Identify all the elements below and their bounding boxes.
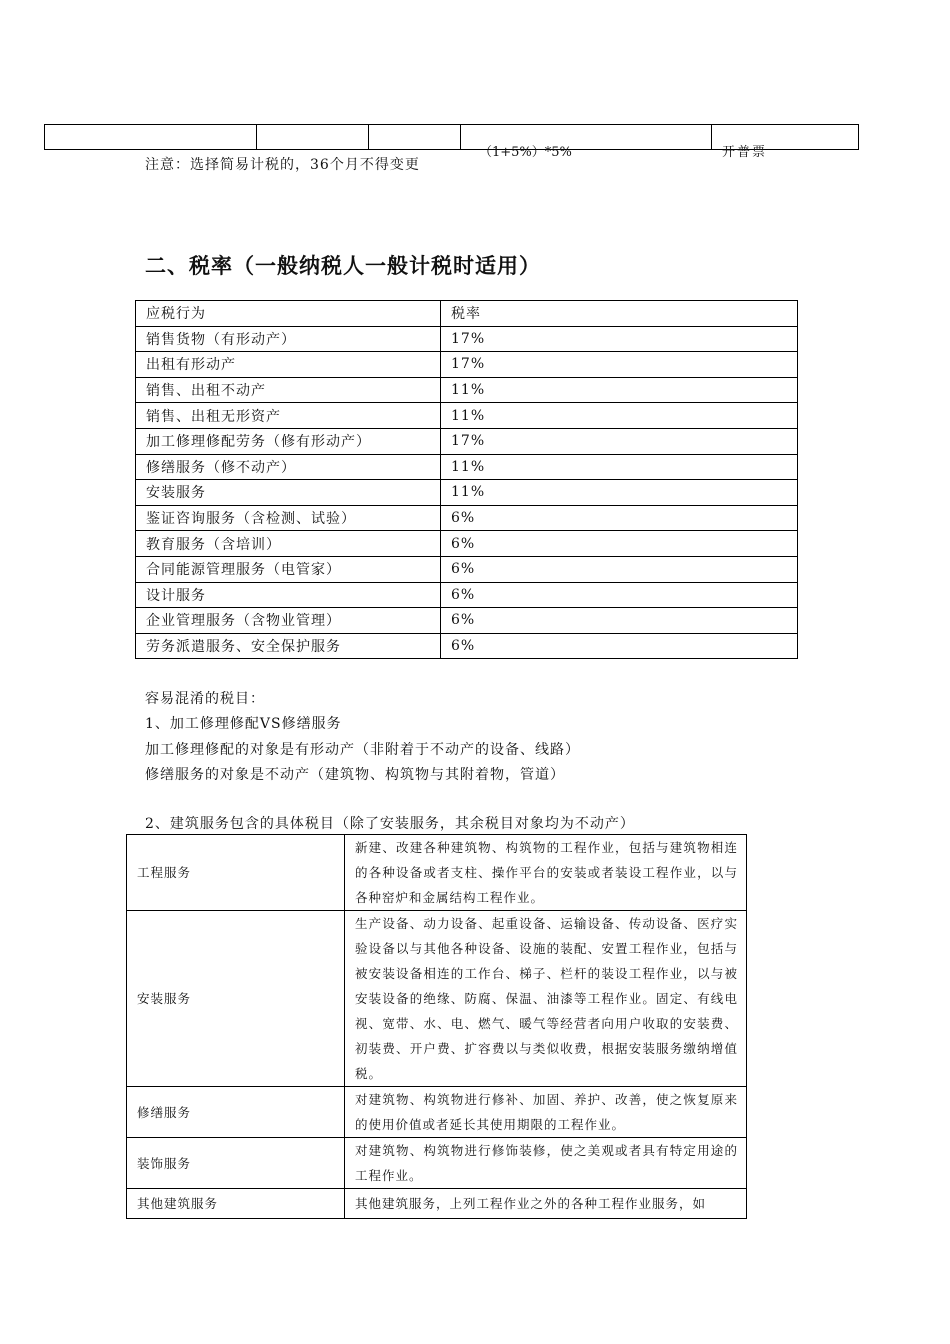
table-row <box>136 531 798 557</box>
section-heading: 二、税率（一般纳税人一般计税时适用） <box>145 254 541 278</box>
tax-rate-table <box>135 300 798 659</box>
table-row <box>136 582 798 608</box>
table-row <box>136 326 798 352</box>
invoice-text: 开普票 <box>722 145 768 160</box>
header-cell-behavior: 应税行为 <box>136 301 441 327</box>
service-name: 修缮服务 <box>127 1087 345 1138</box>
row-rate: 6% <box>441 608 798 634</box>
row-item: 销售、出租无形资产 <box>136 403 441 429</box>
construction-services-table <box>126 834 747 1219</box>
row-item: 安装服务 <box>136 480 441 506</box>
note-text: 注意：选择简易计税的，36个月不得变更 <box>145 157 420 173</box>
confusing-item-1: 1、加工修理修配VS修缮服务 <box>145 716 342 732</box>
row-item: 修缮服务（修不动产） <box>136 454 441 480</box>
row-item: 销售货物（有形动产） <box>136 326 441 352</box>
row-item: 销售、出租不动产 <box>136 377 441 403</box>
row-item: 加工修理修配劳务（修有形动产） <box>136 428 441 454</box>
table-row <box>136 633 798 659</box>
formula-text: （1+5%）*5% <box>479 145 572 160</box>
row-rate: 17% <box>441 352 798 378</box>
row-rate: 6% <box>441 505 798 531</box>
row-item: 企业管理服务（含物业管理） <box>136 608 441 634</box>
confusing-line-2: 修缮服务的对象是不动产（建筑物、构筑物与其附着物，管道） <box>145 767 565 783</box>
table-header-row <box>136 301 798 327</box>
row-rate: 11% <box>441 454 798 480</box>
table-cell <box>369 125 461 150</box>
table-row <box>136 505 798 531</box>
table-cell <box>257 125 369 150</box>
table-row <box>136 377 798 403</box>
row-rate: 6% <box>441 582 798 608</box>
row-rate: 17% <box>441 326 798 352</box>
table-cell <box>45 125 257 150</box>
row-rate: 11% <box>441 480 798 506</box>
table-row <box>127 1138 747 1189</box>
table-row <box>127 835 747 911</box>
row-item: 出租有形动产 <box>136 352 441 378</box>
table-row <box>136 608 798 634</box>
table-row <box>136 352 798 378</box>
service-desc: 生产设备、动力设备、起重设备、运输设备、传动设备、医疗实验设备以与其他各种设备、设施的装配、安置工程作业，包括与被安装设备相连的工作台、梯子、栏杆的装设工程作业，以与被安装设备的绝缘、防腐、保温、油漆等工程作业。固定、有线电视、宽带、水、电、燃气、暖气等经营者向用户收取的安装费、初装费、开户费、扩容费以与类似收费，根据安装服务缴纳增值税。 <box>345 911 747 1087</box>
service-name: 装饰服务 <box>127 1138 345 1189</box>
row-rate: 11% <box>441 403 798 429</box>
table-row <box>136 480 798 506</box>
row-rate: 11% <box>441 377 798 403</box>
row-item: 劳务派遣服务、安全保护服务 <box>136 633 441 659</box>
table-row <box>136 428 798 454</box>
row-item: 设计服务 <box>136 582 441 608</box>
service-desc: 对建筑物、构筑物进行修补、加固、养护、改善，使之恢复原来的使用价值或者延长其使用期限的工程作业。 <box>345 1087 747 1138</box>
table-row <box>127 911 747 1087</box>
top-table-fragment <box>44 124 859 160</box>
row-item: 合同能源管理服务（电管家） <box>136 556 441 582</box>
service-desc: 其他建筑服务，上列工程作业之外的各种工程作业服务，如 <box>345 1189 747 1219</box>
service-name: 其他建筑服务 <box>127 1189 345 1219</box>
confusing-line-1: 加工修理修配的对象是有形动产（非附着于不动产的设备、线路） <box>145 742 580 758</box>
row-rate: 6% <box>441 531 798 557</box>
service-desc: 对建筑物、构筑物进行修饰装修，使之美观或者具有特定用途的工程作业。 <box>345 1138 747 1189</box>
service-name: 工程服务 <box>127 835 345 911</box>
confusing-item-2: 2、建筑服务包含的具体税目（除了安装服务，其余税目对象均为不动产） <box>145 816 635 832</box>
table-cell <box>461 125 712 160</box>
row-rate: 17% <box>441 428 798 454</box>
service-name: 安装服务 <box>127 911 345 1087</box>
row-item: 教育服务（含培训） <box>136 531 441 557</box>
row-rate: 6% <box>441 556 798 582</box>
header-cell-rate: 税率 <box>441 301 798 327</box>
table-row <box>136 403 798 429</box>
table-row <box>127 1087 747 1138</box>
table-row <box>136 454 798 480</box>
row-rate: 6% <box>441 633 798 659</box>
service-desc: 新建、改建各种建筑物、构筑物的工程作业，包括与建筑物相连的各种设备或者支柱、操作平台的安装或者装设工程作业，以与各种窑炉和金属结构工程作业。 <box>345 835 747 911</box>
row-item: 鉴证咨询服务（含检测、试验） <box>136 505 441 531</box>
table-cell <box>712 125 859 160</box>
table-row <box>136 556 798 582</box>
confusing-title: 容易混淆的税目： <box>145 691 265 707</box>
table-row <box>45 125 859 150</box>
table-row <box>127 1189 747 1219</box>
